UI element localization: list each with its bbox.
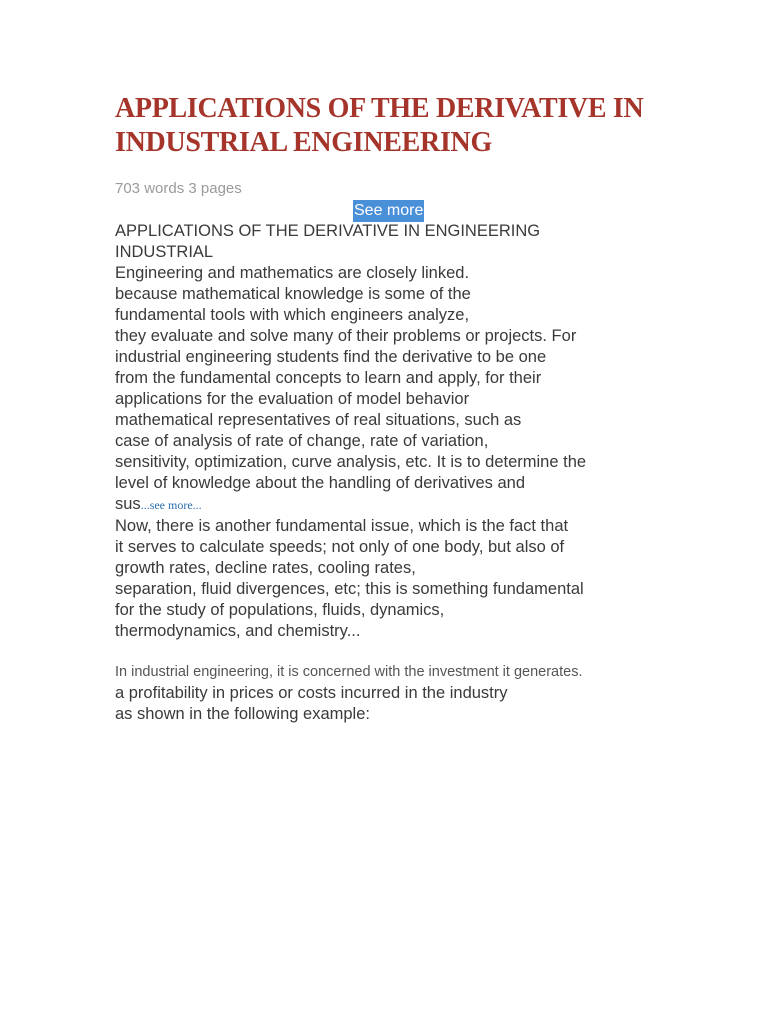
document-title <box>115 92 675 160</box>
text-line: because mathematical knowledge is some of the <box>115 285 471 303</box>
see-more-button[interactable]: See more <box>353 200 424 222</box>
text-line: separation, fluid divergences, etc; this is something fundamental <box>115 580 584 598</box>
truncated-fragment: sus <box>115 495 141 513</box>
text-line: they evaluate and solve many of their problems or projects. For <box>115 327 577 345</box>
text-line: Engineering and mathematics are closely linked. <box>115 264 470 282</box>
text-line: growth rates, decline rates, cooling rates, <box>115 559 416 577</box>
text-line: a profitability in prices or costs incurred in the industry <box>115 684 508 702</box>
inline-see-more-link[interactable]: ...see more... <box>140 498 202 512</box>
text-line: APPLICATIONS OF THE DERIVATIVE IN ENGINEERING <box>115 222 541 240</box>
document-body <box>115 221 735 725</box>
text-line: it serves to calculate speeds; not only of one body, but also of <box>115 538 565 556</box>
document-meta: 703 words 3 pages <box>115 180 242 197</box>
text-line: level of knowledge about the handling of derivatives and <box>115 474 526 492</box>
text-line: Now, there is another fundamental issue, which is the fact that <box>115 517 569 535</box>
text-line: thermodynamics, and chemistry... <box>115 622 361 640</box>
text-line: industrial engineering students find the derivative to be one <box>115 348 547 366</box>
text-line: from the fundamental concepts to learn and apply, for their <box>115 369 542 387</box>
text-line: for the study of populations, fluids, dynamics, <box>115 601 445 619</box>
truncated-line <box>115 494 735 516</box>
text-line: applications for the evaluation of model behavior <box>115 390 470 408</box>
text-line: case of analysis of rate of change, rate of variation, <box>115 432 489 450</box>
section-intro: In industrial engineering, it is concerned with the investment it generates. <box>115 664 583 680</box>
text-line: mathematical representatives of real situations, such as <box>115 411 522 429</box>
text-line: fundamental tools with which engineers analyze, <box>115 306 470 324</box>
text-line: INDUSTRIAL <box>115 243 214 261</box>
text-line: sensitivity, optimization, curve analysis, etc. It is to determine the <box>115 453 587 471</box>
title-line: INDUSTRIAL ENGINEERING <box>115 127 492 158</box>
text-line: as shown in the following example: <box>115 705 370 723</box>
title-line: APPLICATIONS OF THE DERIVATIVE IN <box>115 93 644 124</box>
